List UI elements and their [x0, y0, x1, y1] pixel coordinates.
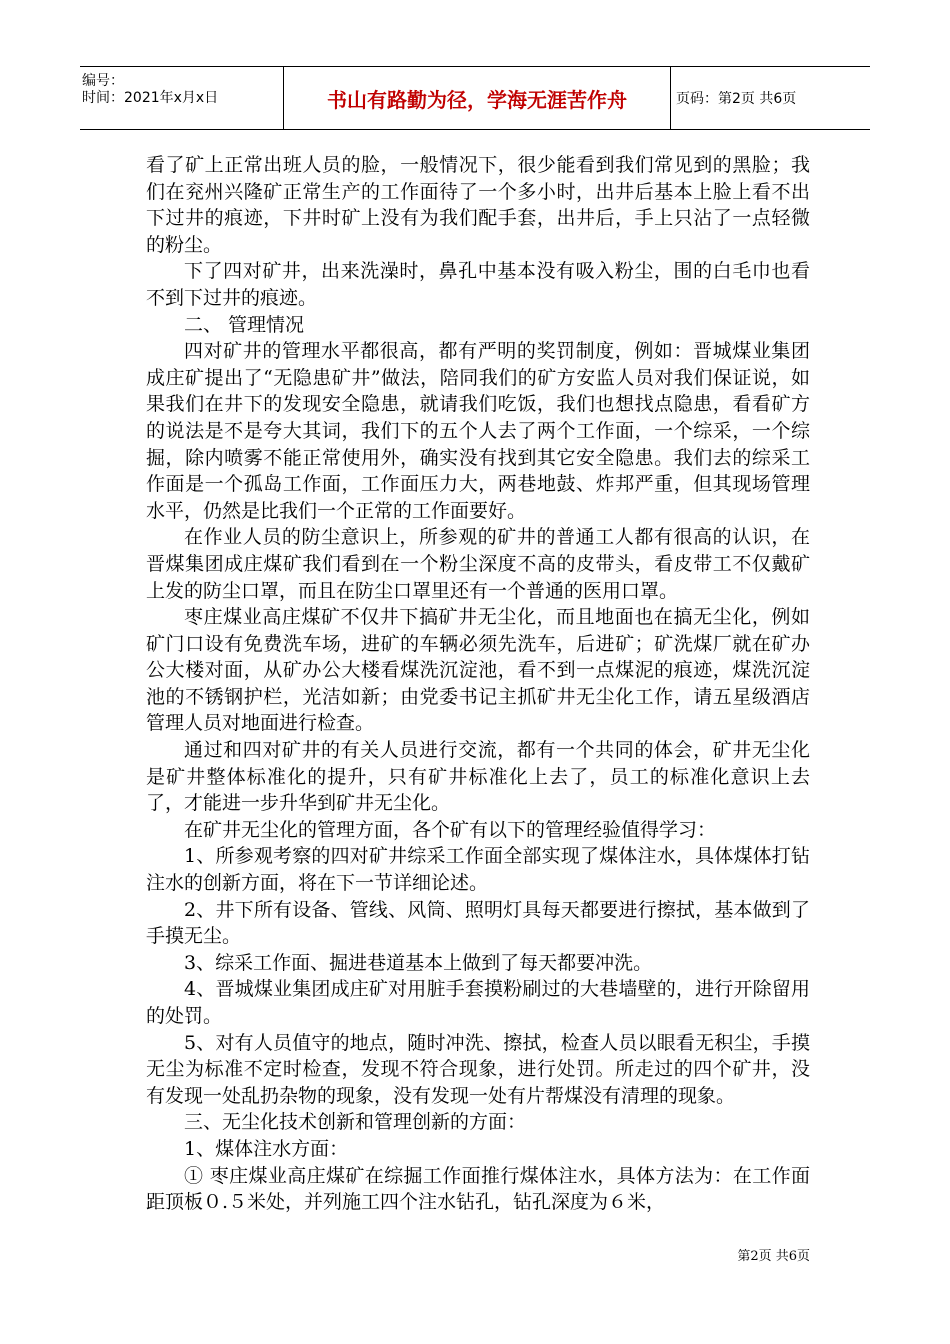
- header-meta: [80, 67, 283, 129]
- page-header: [80, 66, 870, 130]
- section-heading: 三、无尘化技术创新和管理创新的方面：: [184, 1111, 527, 1134]
- list-item: 2、井下所有设备、管线、风筒、照明灯具每天都要进行擦拭，基本做到了手摸无尘。: [146, 898, 810, 948]
- document-number-label: 编号：: [82, 73, 124, 89]
- header-motto: 书山有路勤为径，学海无涯苦作舟: [283, 67, 671, 129]
- paragraph: 四对矿井的管理水平都很高，都有严明的奖罚制度，例如：晋城煤业集团成庄矿提出了“无隐患矿井”做法，陪同我们的矿方安监人员对我们保证说，如果我们在井下的发现安全隐患，就请我们吃饭，我们也想找点隐患，看看矿方的说法是不是夸大其词，我们下的五个人去了两个工作面，一个综采，一个综掘，除内喷雾不能正常使用外，确实没有找到其它安全隐患。我们去的综采工作面是一个孤岛工作面，工作面压力大，两巷地鼓、炸邦严重，但其现场管理水平，仍然是比我们一个正常的工作面要好。: [146, 340, 810, 522]
- list-item: 5、对有人员值守的地点，随时冲洗、擦拭，检查人员以眼看无积尘，手摸无尘为标准不定时检查，发现不符合现象，进行处罚。所走过的四个矿井，没有发现一处乱扔杂物的现象，没有发现一处有片帮煤没有清理的现象。: [146, 1031, 810, 1107]
- paragraph: 枣庄煤业高庄煤矿不仅井下搞矿井无尘化，而且地面也在搞无尘化，例如矿门口设有免费洗车场，进矿的车辆必须先洗车，后进矿；矿洗煤厂就在矿办公大楼对面，从矿办公大楼看煤洗沉淀池，看不到一点煤泥的痕迹，煤洗沉淀池的不锈钢护栏，光洁如新；由党委书记主抓矿井无尘化工作，请五星级酒店管理人员对地面进行检查。: [146, 606, 810, 735]
- paragraph: 下了四对矿井，出来洗澡时，鼻孔中基本没有吸入粉尘，围的白毛巾也看不到下过井的痕迹。: [146, 260, 810, 309]
- paragraph: ① 枣庄煤业高庄煤矿在综掘工作面推行煤体注水，具体方法为：在工作面距顶板０.５米处，并列施工四个注水钻孔，钻孔深度为６米，: [146, 1164, 810, 1214]
- sub-heading: 1、煤体注水方面：: [184, 1137, 349, 1160]
- document-date-label: 时间：2021年x月x日: [82, 90, 219, 106]
- page-footer: 第2页 共6页: [737, 1249, 810, 1264]
- list-item: 4、晋城煤业集团成庄矿对用脏手套摸粉刷过的大巷墙壁的，进行开除留用的处罚。: [146, 978, 810, 1027]
- list-item: 3、综采工作面、掘进巷道基本上做到了每天都要冲洗。: [184, 951, 653, 974]
- document-body: [146, 152, 810, 1216]
- paragraph: 在矿井无尘化的管理方面，各个矿有以下的管理经验值得学习：: [184, 818, 717, 841]
- list-item: 1、所参观考察的四对矿井综采工作面全部实现了煤体注水，具体煤体打钻注水的创新方面，将在下一节详细论述。: [146, 845, 810, 895]
- section-heading: 二、 管理情况: [184, 313, 305, 336]
- paragraph: 通过和四对矿井的有关人员进行交流，都有一个共同的体会，矿井无尘化是矿井整体标准化的提升，只有矿井标准化上去了，员工的标准化意识上去了，才能进一步升华到矿井无尘化。: [146, 739, 810, 815]
- paragraph: 看了矿上正常出班人员的脸，一般情况下，很少能看到我们常见到的黑脸；我们在兖州兴隆矿正常生产的工作面待了一个多小时，出井后基本上脸上看不出下过井的痕迹，下井时矿上没有为我们配手套，出井后，手上只沾了一点轻微的粉尘。: [146, 154, 810, 256]
- header-page-number: 页码：第2页 共6页: [676, 91, 797, 107]
- paragraph: 在作业人员的防尘意识上，所参观的矿井的普通工人都有很高的认识，在晋煤集团成庄煤矿我们看到在一个粉尘深度不高的皮带头，看皮带工不仅戴矿上发的防尘口罩，而且在防尘口罩里还有一个普通的医用口罩。: [146, 526, 810, 602]
